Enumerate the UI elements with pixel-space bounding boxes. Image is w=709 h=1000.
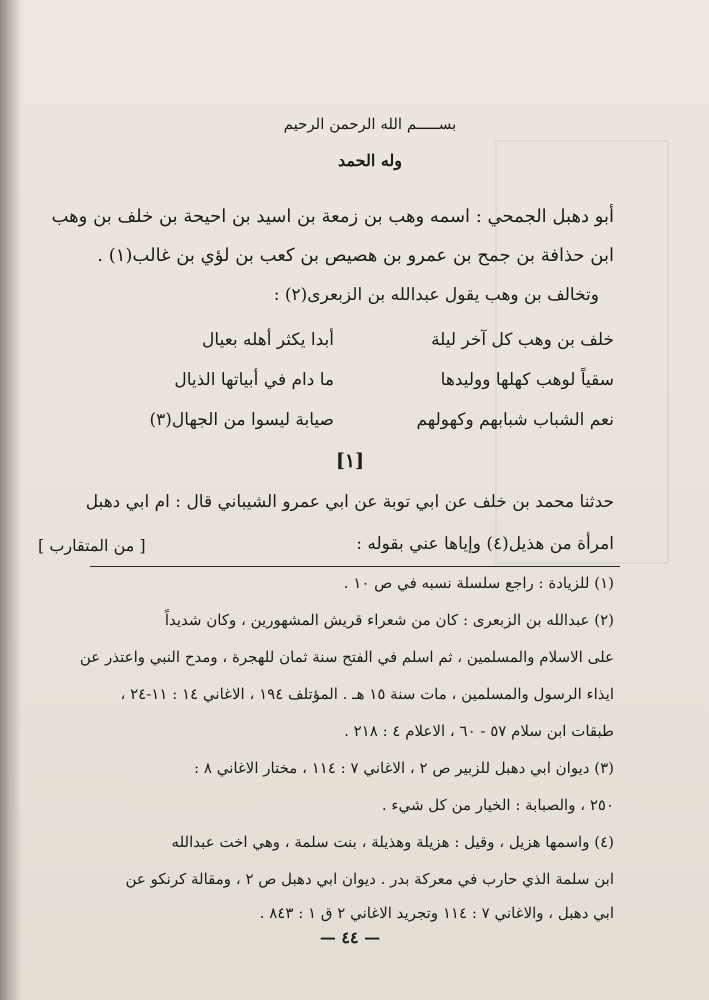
praise-line: وله الحمد	[337, 151, 403, 170]
footnote-2-line-4: طبقات ابن سلام ٥٧ - ٦٠ ، الاعلام ٤ : ٢١٨ .	[344, 722, 614, 740]
footnote-3-line-1: (٣) ديوان ابي دهبل للزبير ص ٢ ، الاغاني ٧ : ١١٤ ، مختار الاغاني ٨ :	[194, 759, 614, 777]
footnote-3-line-2: ٢٥٠ ، والصبابة : الخيار من كل شيء .	[381, 796, 614, 814]
footnote-divider	[90, 566, 620, 567]
intro-line-3: وتخالف بن وهب يقول عبدالله بن الزبعرى(٢) :	[273, 285, 599, 305]
footnote-4-line-1: (٤) واسمها هزيل ، وقيل : هزيلة وهذيلة ، بنت سلمة ، وهي اخت عبدالله	[171, 833, 614, 851]
page-number: — ٤٤ —	[319, 928, 381, 947]
intro-line-2: ابن حذافة بن جمح بن عمرو بن هصيص بن كعب بن لؤي بن غالب(١) .	[97, 245, 614, 266]
footnote-2-line-2: على الاسلام والمسلمين ، ثم اسلم في الفتح سنة ثمان للهجرة ، ومدح النبي واعتذر عن	[79, 648, 614, 666]
verse-1-second: أبدا يكثر أهله بعيال	[202, 330, 334, 350]
footnote-2-line-1: (٢) عبدالله بن الزبعرى : كان من شعراء قريش المشهورين ، وكان شديداً	[164, 611, 614, 629]
verse-2-second: ما دام في أبياتها الذيال	[174, 370, 334, 390]
basmala: بســـــم الله الرحمن الرحيم	[283, 115, 457, 133]
footnote-4-line-3: ابي دهبل ، والاغاني ٧ : ١١٤ وتجريد الاغاني ٢ ق ١ : ٨٤٣ .	[259, 904, 614, 922]
footnote-4-line-2: ابن سلمة الذي حارب في معركة بدر . ديوان ابي دهبل ص ٢ ، ومقالة كرنكو عن	[125, 870, 614, 888]
meter-label: [ من المتقارب ]	[38, 536, 146, 555]
narration-line-1: حدثنا محمد بن خلف عن ابي توبة عن ابي عمرو الشيباني قال : ام ابي دهبل	[85, 492, 614, 512]
section-number: [١]	[335, 450, 365, 472]
binding-shadow	[0, 0, 22, 1000]
footnote-2-line-3: ايذاء الرسول والمسلمين ، مات سنة ١٥ هـ . المؤتلف ١٩٤ ، الاغاني ١٤ : ١١-٢٤ ،	[120, 685, 614, 703]
verse-3-first: نعم الشباب شبابهم وكهولهم	[416, 410, 614, 430]
verse-1-first: خلف بن وهب كل آخر ليلة	[431, 330, 614, 350]
intro-line-1: أبو دهبل الجمحي : اسمه وهب بن زمعة بن اسيد بن احيحة بن خلف بن وهب	[51, 206, 614, 227]
footnote-1: (١) للزيادة : راجع سلسلة نسبه في ص ١٠ .	[343, 574, 614, 592]
narration-line-2: امرأة من هذيل(٤) وإياها عني بقوله :	[356, 534, 614, 554]
verse-3-second: صيابة ليسوا من الجهال(٣)	[149, 410, 334, 430]
verse-2-first: سقياً لوهب كهلها ووليدها	[440, 370, 614, 390]
